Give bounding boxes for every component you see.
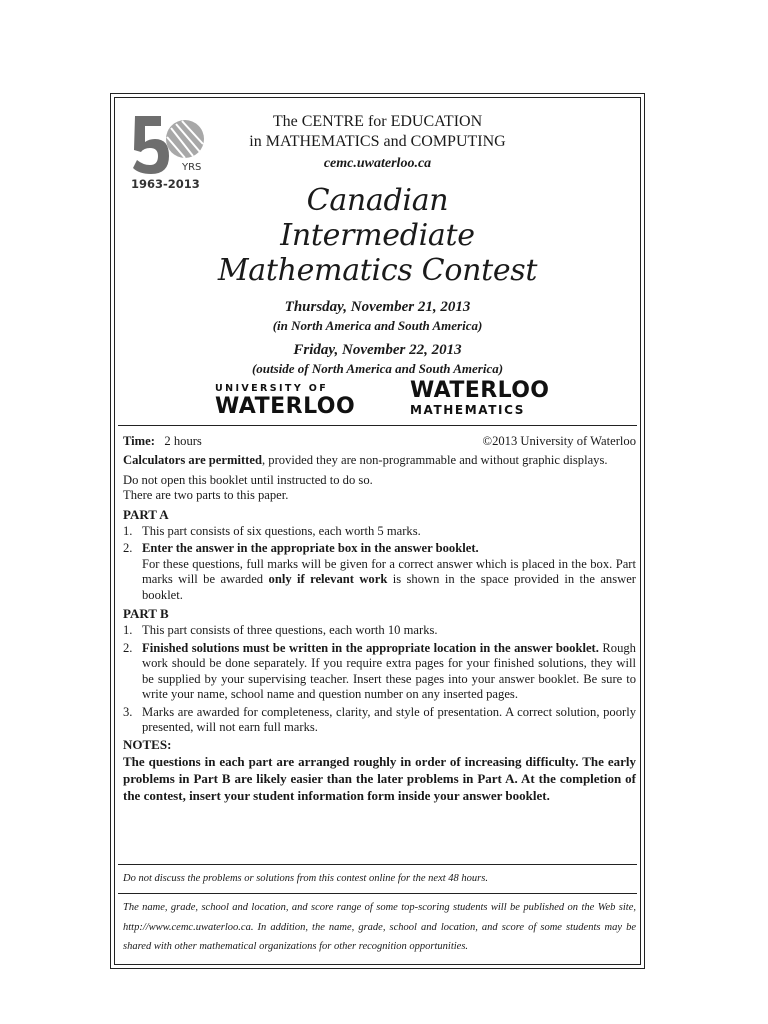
item-bold-2: only if relevant work [268,572,388,587]
notes-text: The questions in each part are arranged roughly in order of increasing difficulty. The early problems in Part B are likely easier than the later problems in Part A. At the completion of the contest, insert your student information form inside your answer booklet. [123,753,636,803]
header [115,112,640,377]
date-thursday-note: (in North America and South America) [272,318,483,333]
calculator-bold: Calculators are permitted [123,453,262,468]
item-text: This part consists of six questions, each worth 5 marks. [142,524,421,539]
title-line2: Intermediate [280,218,475,253]
part-a-item2 [123,541,636,603]
time-info [123,434,202,449]
wm-logo-big: WATERLOO [410,378,550,403]
date-thursday: Thursday, November 21, 2013 [284,299,471,315]
org-line1: The CENTRE for EDUCATION [272,113,483,130]
item-text-1: For these questions, full marks will be given for a correct answer which is placed in the box. Part marks will be awarded [142,556,636,587]
uw-logo-big: WATERLOO [215,394,356,419]
notes-heading: NOTES: [123,737,172,753]
item-bold: Finished solutions must be written in the appropriate location in the answer booklet. [142,640,599,655]
page-border-outer [110,93,645,969]
item-text: Marks are awarded for completeness, clarity, and style of presentation. A correct solution, poorly presented, will not earn full marks. [142,704,636,734]
wm-logo-small: MATHEMATICS [410,403,525,417]
part-b-item2 [123,641,636,703]
item-number: 3. [123,704,133,719]
item-number: 1. [123,623,133,638]
item-number: 1. [123,524,133,539]
item-text [142,641,636,703]
contest-title [115,183,640,288]
item-text [142,541,636,603]
do-not-open: Do not open this booklet until instructed to do so. [123,472,373,487]
date-friday: Friday, November 22, 2013 [293,342,462,358]
item-text: This part consists of three questions, each worth 10 marks. [142,623,438,638]
divider-notes [118,864,637,865]
item-number: 2. [123,640,133,655]
website: cemc.uwaterloo.ca [323,156,432,171]
part-a-item1 [123,524,636,539]
publication-notice: The name, grade, school and location, and score range of some top-scoring students will be published on the Web site, http://www.cemc.uwaterloo.ca. In addition, the name, grade, school and location, and score of some students may be shared with other mathematical organizations for other recognition opportunities. [123,902,636,952]
calculator-rest: , provided they are non-programmable and without graphic displays. [261,453,608,468]
item-rest: Rough work should be done separately. If you require extra pages for your finished solutions, they will be supplied by your supervising teacher. Insert these pages into your answer booklet. Be sure to write your name, school name and question number on any inserted pages. [142,640,636,702]
time-label: Time: [123,434,155,448]
two-parts: There are two parts to this paper. [123,488,289,503]
waterloo-mathematics-logo [410,379,560,417]
university-of-waterloo-logo [215,383,365,419]
calculator-note [123,453,636,468]
item-number: 2. [123,541,133,556]
title-line3: Mathematics Contest [217,253,538,288]
date-friday-note: (outside of North America and South America) [251,361,504,376]
title-line1: Canadian [306,183,449,218]
item-text-2: is shown in the space provided in the answer booklet. [142,572,636,602]
org-line2: in MATHEMATICS and COMPUTING [249,133,506,150]
item-bold: Enter the answer in the appropriate box in the answer booklet. [142,541,479,556]
page-border-inner [114,97,641,965]
time-row [123,434,636,449]
uw-logo-small: UNIVERSITY OF [215,383,329,394]
anniversary-years: 1963-2013 [131,177,200,191]
part-b-item3 [123,705,636,736]
online-discussion-notice: Do not discuss the problems or solutions from this contest online for the next 48 hours. [123,873,488,884]
part-b-heading: PART B [123,606,169,622]
time-value: 2 hours [164,434,202,448]
divider-top [118,425,637,426]
copyright: ©2013 University of Waterloo [482,434,636,448]
divider-footer [118,893,637,894]
instructions [123,434,636,804]
yrs-label: YRS [182,162,202,173]
part-b-item1 [123,623,636,638]
part-a-heading: PART A [123,506,169,522]
